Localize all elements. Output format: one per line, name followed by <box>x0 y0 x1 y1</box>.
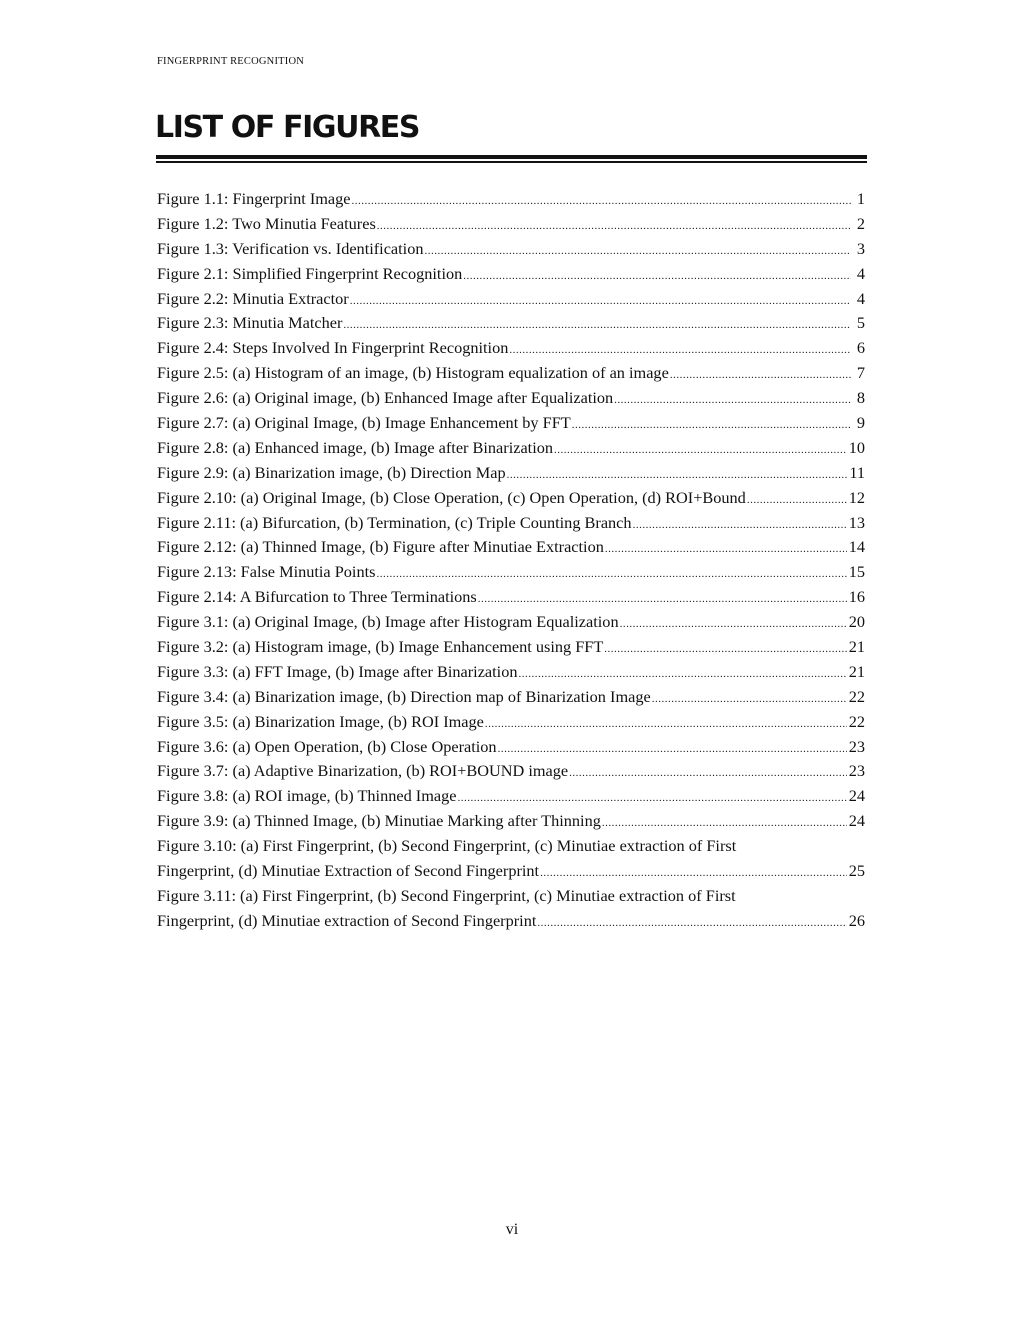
toc-entry-text: Figure 1.1: Fingerprint Image <box>157 189 351 208</box>
toc-leader-dots <box>614 388 851 411</box>
toc-entry <box>157 511 865 536</box>
toc-leader-dots <box>633 513 847 536</box>
toc-leader-dots <box>377 214 851 237</box>
toc-entry <box>157 809 865 834</box>
toc-leader-dots <box>350 289 851 312</box>
toc-entry-page: 22 <box>848 711 865 731</box>
toc-entry <box>157 834 865 859</box>
toc-entry <box>157 535 865 560</box>
toc-leader-dots <box>498 737 847 760</box>
toc-leader-dots <box>519 662 847 685</box>
toc-entry-text: Figure 3.9: (a) Thinned Image, (b) Minutiae Marking after Thinning <box>157 811 601 831</box>
toc-entry-text: Figure 2.9: (a) Binarization image, (b) Direction Map <box>157 462 506 482</box>
toc-leader-dots <box>572 413 851 436</box>
toc-entry-text: Figure 2.11: (a) Bifurcation, (b) Termination, (c) Triple Counting Branch <box>157 512 632 532</box>
toc-leader-dots <box>509 338 851 361</box>
toc-entry-page: 15 <box>848 562 865 582</box>
toc-leader-dots <box>424 239 851 262</box>
toc-entry <box>157 336 865 361</box>
toc-leader-dots <box>457 786 846 809</box>
toc-entry <box>157 461 865 486</box>
toc-entry <box>157 685 865 710</box>
toc-entry <box>157 212 865 237</box>
toc-leader-dots <box>537 911 846 934</box>
title-rule-thin <box>156 161 867 163</box>
toc-leader-dots <box>602 811 847 834</box>
toc-entry-text: Figure 1.2: Two Minutia Features <box>157 213 376 233</box>
toc-entry-text: Fingerprint, (d) Minutiae extraction of Second Fingerprint <box>157 910 537 930</box>
toc-leader-dots <box>376 562 846 585</box>
toc-entry <box>157 610 865 635</box>
toc-entry-page: 26 <box>848 910 865 930</box>
toc-entry-page: 21 <box>848 637 865 657</box>
toc-entry-text: Figure 3.4: (a) Binarization image, (b) Direction map of Binarization Image <box>157 686 651 706</box>
toc-entry-page: 5 <box>856 313 865 333</box>
toc-entry-page: 13 <box>848 512 865 532</box>
toc-entry-text: Figure 2.13: False Minutia Points <box>157 562 376 582</box>
toc-entry-text: Figure 2.12: (a) Thinned Image, (b) Figure after Minutiae Extraction <box>157 537 604 557</box>
toc-entry-text: Figure 2.5: (a) Histogram of an image, (b) Histogram equalization of an image <box>157 363 669 383</box>
title-rule-thick <box>156 155 867 159</box>
toc-entry-page: 2 <box>856 213 865 233</box>
toc-entry-text: Figure 2.4: Steps Involved In Fingerprint Recognition <box>157 338 509 358</box>
toc-entry-page: 12 <box>848 487 865 507</box>
toc-entry <box>157 884 865 909</box>
toc-entry <box>157 411 865 436</box>
toc-entry <box>157 859 865 884</box>
toc-entry <box>157 710 865 735</box>
toc-entry <box>157 287 865 312</box>
toc-entry-text: Figure 3.10: (a) First Fingerprint, (b) Second Fingerprint, (c) Minutiae extraction of First <box>157 836 737 856</box>
toc-entry <box>157 386 865 411</box>
toc-entry <box>157 784 865 809</box>
toc-leader-dots <box>569 761 847 784</box>
toc-entry-page: 14 <box>848 537 865 557</box>
page-number: vi <box>505 1221 519 1238</box>
toc-entry <box>157 237 865 262</box>
toc-entry-text: Fingerprint, (d) Minutiae Extraction of Second Fingerprint <box>157 861 540 881</box>
toc-entry-page: 25 <box>848 861 865 881</box>
toc-entry-text: Figure 2.8: (a) Enhanced image, (b) Image after Binarization <box>157 437 554 457</box>
toc-entry-page: 20 <box>848 612 865 632</box>
toc-entry-page: 4 <box>856 263 865 283</box>
toc-leader-dots <box>485 712 847 735</box>
page-title: LIST OF FIGURES <box>155 110 420 145</box>
toc-leader-dots <box>463 264 851 287</box>
toc-entry <box>157 436 865 461</box>
toc-entry <box>157 187 865 212</box>
toc-leader-dots <box>604 637 846 660</box>
toc-entry-text: Figure 1.3: Verification vs. Identification <box>157 238 424 258</box>
toc-entry-text: Figure 3.8: (a) ROI image, (b) Thinned Image <box>157 786 457 806</box>
toc-entry-page: 7 <box>856 363 865 383</box>
toc-entry-text: Figure 2.1: Simplified Fingerprint Recognition <box>157 263 463 283</box>
toc-entry-page: 1 <box>856 189 865 208</box>
toc-entry-text: Figure 3.11: (a) First Fingerprint, (b) Second Fingerprint, (c) Minutiae extraction of First <box>157 885 736 905</box>
toc-entry-page: 16 <box>848 587 865 607</box>
toc-entry-page: 3 <box>856 238 865 258</box>
toc-entry-text: Figure 3.2: (a) Histogram image, (b) Image Enhancement using FFT <box>157 637 604 657</box>
toc-leader-dots <box>343 313 851 336</box>
toc-entry-page: 23 <box>848 736 865 756</box>
toc-entry-page: 23 <box>848 761 865 781</box>
toc-entry-text: Figure 3.6: (a) Open Operation, (b) Close Operation <box>157 736 497 756</box>
toc-entry <box>157 635 865 660</box>
title-double-rule <box>156 155 867 163</box>
toc-entry-page: 10 <box>848 437 865 457</box>
toc-entry <box>157 486 865 511</box>
toc-entry-text: Figure 2.7: (a) Original Image, (b) Image Enhancement by FFT <box>157 413 571 433</box>
toc-leader-dots <box>620 612 847 635</box>
toc-entry-page: 6 <box>856 338 865 358</box>
toc-leader-dots <box>478 587 847 610</box>
toc-entry-text: Figure 2.2: Minutia Extractor <box>157 288 349 308</box>
toc-entry <box>157 735 865 760</box>
toc-entry <box>157 361 865 386</box>
toc-entry-text: Figure 2.10: (a) Original Image, (b) Close Operation, (c) Open Operation, (d) ROI+Bound <box>157 487 746 507</box>
toc-entry-page: 24 <box>848 786 865 806</box>
toc-leader-dots <box>605 537 847 560</box>
toc-entry-text: Figure 3.5: (a) Binarization Image, (b) ROI Image <box>157 711 484 731</box>
toc-leader-dots <box>507 463 848 486</box>
toc-entry-text: Figure 3.7: (a) Adaptive Binarization, (b) ROI+BOUND image <box>157 761 569 781</box>
toc-entry-page: 24 <box>848 811 865 831</box>
toc-leader-dots <box>540 861 847 884</box>
running-header: FINGERPRINT RECOGNITION <box>157 56 305 67</box>
list-of-figures <box>157 187 865 934</box>
toc-entry-page: 22 <box>848 686 865 706</box>
toc-entry <box>157 660 865 685</box>
toc-entry-text: Figure 2.3: Minutia Matcher <box>157 313 343 333</box>
toc-entry-page: 21 <box>848 661 865 681</box>
toc-entry-page: 11 <box>849 462 865 482</box>
toc-entry-page: 8 <box>856 388 865 408</box>
toc-entry <box>157 759 865 784</box>
toc-entry <box>157 262 865 287</box>
toc-entry-text: Figure 2.14: A Bifurcation to Three Terminations <box>157 587 477 607</box>
toc-leader-dots <box>554 438 847 461</box>
toc-entry <box>157 560 865 585</box>
toc-entry-text: Figure 3.3: (a) FFT Image, (b) Image after Binarization <box>157 661 518 681</box>
toc-entry-text: Figure 3.1: (a) Original Image, (b) Image after Histogram Equalization <box>157 612 619 632</box>
toc-entry <box>157 909 865 934</box>
toc-entry <box>157 311 865 336</box>
toc-entry-text: Figure 2.6: (a) Original image, (b) Enhanced Image after Equalization <box>157 388 614 408</box>
toc-entry-page: 9 <box>856 413 865 433</box>
toc-entry-page: 4 <box>856 288 865 308</box>
toc-leader-dots <box>352 189 851 212</box>
toc-entry <box>157 585 865 610</box>
toc-leader-dots <box>652 687 847 710</box>
toc-leader-dots <box>747 488 847 511</box>
toc-leader-dots <box>670 363 851 386</box>
